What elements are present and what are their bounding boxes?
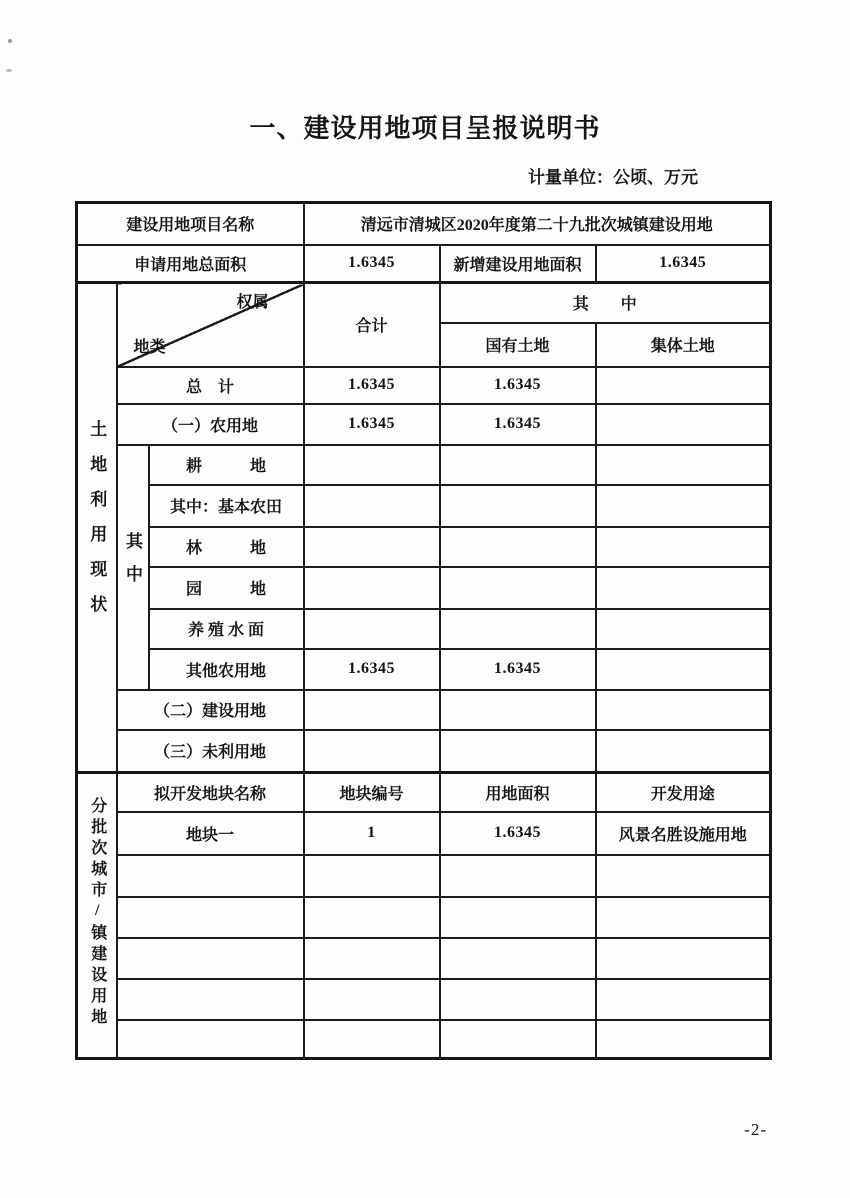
project-name-label-cell: 建设用地项目名称 — [77, 203, 304, 245]
table-row — [77, 283, 771, 323]
scan-artifact — [6, 69, 12, 72]
state-land-value-cell: 1.6345 — [440, 404, 596, 445]
scan-artifact — [8, 39, 12, 43]
plot-no-header-cell: 地块编号 — [304, 773, 440, 812]
batch-side-label-cell — [77, 773, 117, 1059]
project-name-value-cell: 清远市清城区2020年度第二十九批次城镇建设用地 — [304, 203, 771, 245]
measurement-unit-note: 计量单位：公顷、万元 — [528, 168, 698, 187]
land-use-row — [77, 690, 771, 730]
ownership-diagonal-label: 权属 — [236, 294, 269, 311]
plot-no-cell — [304, 897, 440, 938]
land-use-side-label-cell — [77, 283, 117, 773]
table-row — [77, 245, 771, 283]
total-value-cell — [304, 485, 440, 527]
plot-use-cell — [596, 1020, 771, 1059]
land-use-row — [77, 609, 771, 649]
collective-land-value-cell — [596, 527, 771, 567]
plot-use-cell — [596, 938, 771, 979]
plot-no-cell — [304, 1020, 440, 1059]
batch-row — [77, 979, 771, 1020]
total-area-label-cell: 申请用地总面积 — [77, 245, 304, 283]
collective-land-value-cell — [596, 730, 771, 773]
land-use-row — [77, 367, 771, 404]
diagonal-header-cell — [117, 283, 304, 367]
batch-row — [77, 812, 771, 855]
plot-area-cell — [440, 897, 596, 938]
total-value-cell: 1.6345 — [304, 404, 440, 445]
total-area-value-cell: 1.6345 — [304, 245, 440, 283]
land-class-label-cell: 林 地 — [149, 527, 304, 567]
total-value-cell — [304, 730, 440, 773]
collective-land-value-cell — [596, 367, 771, 404]
land-class-label-cell: （二）建设用地 — [117, 690, 304, 730]
state-land-value-cell — [440, 485, 596, 527]
total-value-cell — [304, 690, 440, 730]
table-row — [77, 773, 771, 812]
batch-row — [77, 1020, 771, 1059]
total-value-cell — [304, 445, 440, 485]
table-row — [77, 203, 771, 245]
state-land-value-cell: 1.6345 — [440, 649, 596, 690]
land-use-row — [77, 730, 771, 773]
new-area-label-cell: 新增建设用地面积 — [440, 245, 596, 283]
collective-land-value-cell — [596, 404, 771, 445]
land-use-row — [77, 445, 771, 485]
plot-name-cell — [117, 855, 304, 897]
batch-row — [77, 897, 771, 938]
total-column-header-cell: 合计 — [304, 283, 440, 367]
plot-name-cell — [117, 1020, 304, 1059]
plot-name-header-cell: 拟开发地块名称 — [117, 773, 304, 812]
collective-land-value-cell — [596, 567, 771, 609]
land-class-diagonal-label: 地类 — [133, 338, 166, 356]
state-land-value-cell — [440, 445, 596, 485]
collective-land-value-cell — [596, 649, 771, 690]
land-class-label-cell: 养 殖 水 面 — [149, 609, 304, 649]
plot-area-cell — [440, 938, 596, 979]
total-value-cell: 1.6345 — [304, 367, 440, 404]
among-column-header-cell: 其 中 — [440, 283, 771, 323]
page-number: -2- — [744, 1120, 767, 1139]
land-submission-form-table — [75, 201, 772, 1060]
plot-area-cell — [440, 979, 596, 1020]
plot-area-header-cell: 用地面积 — [440, 773, 596, 812]
state-land-value-cell: 1.6345 — [440, 367, 596, 404]
land-use-row — [77, 649, 771, 690]
plot-name-cell — [117, 979, 304, 1020]
plot-use-header-cell: 开发用途 — [596, 773, 771, 812]
state-land-value-cell — [440, 527, 596, 567]
total-value-cell: 1.6345 — [304, 649, 440, 690]
state-land-value-cell — [440, 567, 596, 609]
land-class-label-cell: 耕 地 — [149, 445, 304, 485]
state-land-header-cell: 国有土地 — [440, 323, 596, 367]
state-land-value-cell — [440, 690, 596, 730]
plot-no-cell — [304, 855, 440, 897]
plot-name-cell: 地块一 — [117, 812, 304, 855]
land-use-row — [77, 485, 771, 527]
plot-name-cell — [117, 897, 304, 938]
batch-row — [77, 855, 771, 897]
page-title: 一、建设用地项目呈报说明书 — [249, 114, 601, 143]
plot-use-cell — [596, 979, 771, 1020]
land-use-side-label: 土地利用现状 — [87, 420, 107, 630]
total-value-cell — [304, 609, 440, 649]
land-use-row — [77, 527, 771, 567]
land-use-row — [77, 404, 771, 445]
plot-no-cell — [304, 979, 440, 1020]
collective-land-value-cell — [596, 485, 771, 527]
total-value-cell — [304, 527, 440, 567]
state-land-value-cell — [440, 609, 596, 649]
plot-no-cell: 1 — [304, 812, 440, 855]
among-side-label-cell — [117, 445, 149, 690]
land-class-label-cell: （三）未利用地 — [117, 730, 304, 773]
batch-side-label: 分批次城市/镇建设用地 — [88, 797, 106, 1029]
plot-use-cell — [596, 897, 771, 938]
among-side-label: 其中 — [123, 531, 142, 598]
state-land-value-cell — [440, 730, 596, 773]
collective-land-value-cell — [596, 690, 771, 730]
plot-name-cell — [117, 938, 304, 979]
total-value-cell — [304, 567, 440, 609]
land-class-label-cell: 其他农用地 — [149, 649, 304, 690]
batch-row — [77, 938, 771, 979]
plot-use-cell — [596, 855, 771, 897]
plot-area-cell: 1.6345 — [440, 812, 596, 855]
plot-no-cell — [304, 938, 440, 979]
plot-area-cell — [440, 1020, 596, 1059]
land-class-label-cell: 总 计 — [117, 367, 304, 404]
plot-area-cell — [440, 855, 596, 897]
collective-land-value-cell — [596, 445, 771, 485]
land-class-label-cell: 其中：基本农田 — [149, 485, 304, 527]
collective-land-value-cell — [596, 609, 771, 649]
new-area-value-cell: 1.6345 — [596, 245, 771, 283]
plot-use-cell: 风景名胜设施用地 — [596, 812, 771, 855]
land-class-label-cell: 园 地 — [149, 567, 304, 609]
collective-land-header-cell: 集体土地 — [596, 323, 771, 367]
land-class-label-cell: （一）农用地 — [117, 404, 304, 445]
land-use-row — [77, 567, 771, 609]
